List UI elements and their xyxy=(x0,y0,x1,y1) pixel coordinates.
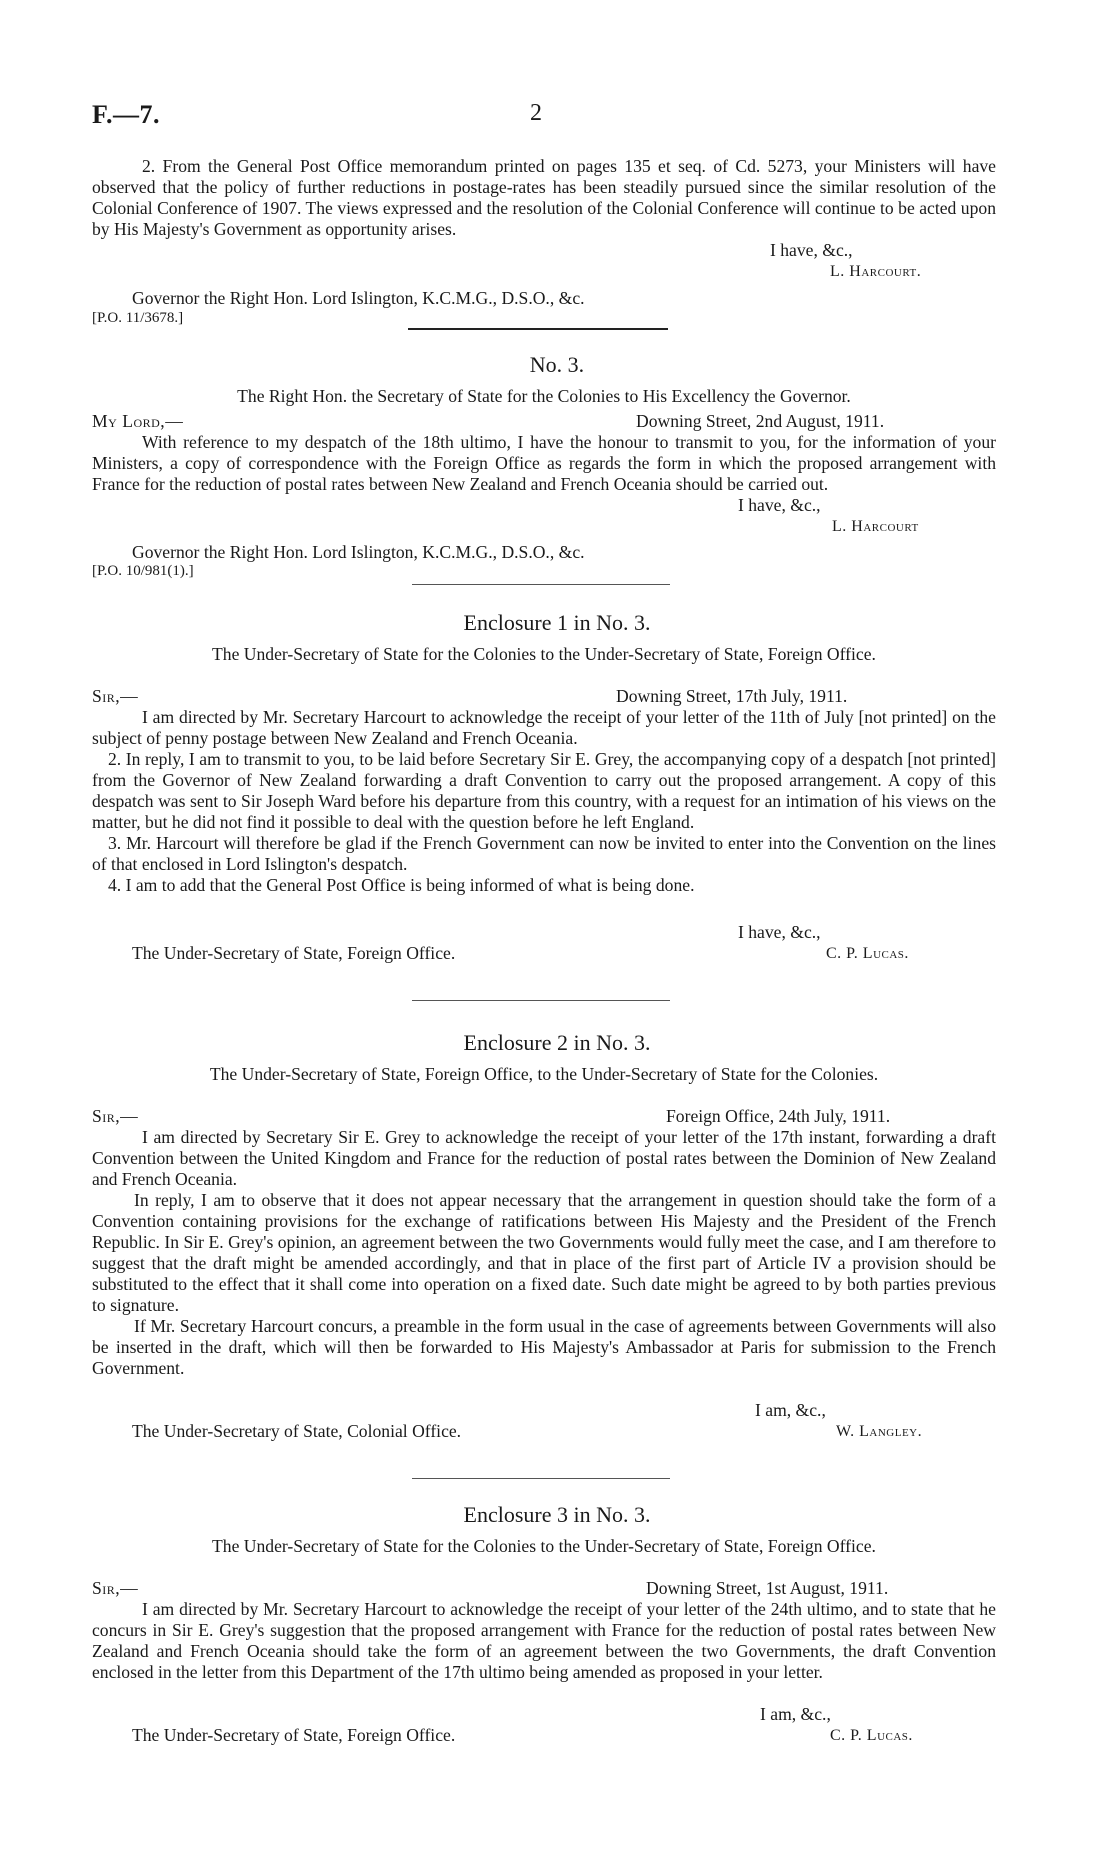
no3-paragraph xyxy=(92,432,996,495)
enc3-salutation: Sir,— xyxy=(92,1578,139,1598)
enc2-body xyxy=(92,1127,996,1379)
section-divider xyxy=(412,1478,670,1479)
no3-paragraph-text: With reference to my despatch of the 18th ultimo, I have the honour to transmit to you, for the information of your Ministers, a copy of correspondence with the Foreign Office as regards the form in which the proposed arrangement with France for the reduction of postal rates between New Zealand and French Oceania should be carried out. xyxy=(92,432,996,494)
enc1-place-date: Downing Street, 17th July, 1911. xyxy=(616,686,848,706)
enc1-signature: C. P. Lucas. xyxy=(826,945,909,962)
enc1-paragraph-4: 4. I am to add that the General Post Office is being informed of what is being done. xyxy=(108,875,695,895)
intro-paragraph-text: 2. From the General Post Office memorandum printed on pages 135 et seq. of Cd. 5273, your Ministers will have observed that the policy of further reductions in postage-rates has been steadily pursued since the similar resolution of the Colonial Conference of 1907. The views expressed and the resolution of the Colonial Conference will continue to be acted upon by His Majesty's Government as opportunity arises. xyxy=(92,156,996,239)
enc2-paragraph-3: If Mr. Secretary Harcourt concurs, a preamble in the form usual in the case of agreements between Governments will also be inserted in the draft, which will then be forwarded to His Majesty's Ambassador at Paris for submission to the French Government. xyxy=(92,1316,996,1378)
enc2-signature: W. Langley. xyxy=(836,1423,923,1440)
enc3-from-to-text: The Under-Secretary of State for the Colonies to the Under-Secretary of State, Foreign Office. xyxy=(212,1536,876,1556)
no3-signature: L. Harcourt xyxy=(832,518,919,535)
no3-title: No. 3. xyxy=(529,352,585,377)
enc3-closing: I am, &c., xyxy=(760,1704,831,1724)
intro-closing: I have, &c., xyxy=(770,240,853,260)
enc1-from-to-text: The Under-Secretary of State for the Colonies to the Under-Secretary of State, Foreign Office. xyxy=(212,644,876,664)
enc3-place-date: Downing Street, 1st August, 1911. xyxy=(646,1578,889,1598)
page-number: 2 xyxy=(530,100,542,126)
enc2-closing: I am, &c., xyxy=(755,1400,826,1420)
enc1-salutation: Sir,— xyxy=(92,686,139,706)
enc2-paragraph-1: I am directed by Secretary Sir E. Grey to acknowledge the receipt of your letter of the 17th instant, forwarding a draft Convention between the United Kingdom and France for the reduction of postal rates between the Dominion of New Zealand and French Oceania. xyxy=(92,1127,996,1189)
enc1-paragraph-2: 2. In reply, I am to transmit to you, to be laid before Secretary Sir E. Grey, the accompanying copy of a despatch [not printed] from the Governor of New Zealand forwarding a draft Convention to carry out the proposed arrangement. A copy of this despatch was sent to Sir Joseph Ward before his departure from this country, with a request for an intimation of his views on the matter, but he did not find it possible to deal with the question before he left England. xyxy=(92,749,996,832)
enc2-paragraph-2: In reply, I am to observe that it does not appear necessary that the arrangement in question should take the form of a Convention containing provisions for the exchange of ratifications between His Majesty and the President of the French Republic. In Sir E. Grey's opinion, an agreement between the two Governments would fully meet the case, and I am therefore to suggest that the draft might be amended accordingly, and that in place of the first part of Article IV a provision should be substituted to the effect that it shall come into operation on a fixed date. Such date might be agreed to by both parties previous to signature. xyxy=(92,1190,996,1315)
enc1-body xyxy=(92,707,996,896)
intro-paragraph xyxy=(92,156,996,240)
enc1-paragraph-1: I am directed by Mr. Secretary Harcourt to acknowledge the receipt of your letter of the 11th of July [not printed] on the subject of penny postage between New Zealand and French Oceania. xyxy=(92,707,996,748)
no3-salutation: My Lord,— xyxy=(92,411,184,431)
document-reference: F.—7. xyxy=(92,100,160,129)
enc1-addressee: The Under-Secretary of State, Foreign Office. xyxy=(132,943,456,963)
no3-place-date: Downing Street, 2nd August, 1911. xyxy=(636,411,885,431)
enc1-title: Enclosure 1 in No. 3. xyxy=(463,610,651,635)
enc1-from-to xyxy=(92,644,996,665)
intro-addressee: Governor the Right Hon. Lord Islington, K.C.M.G., D.S.O., &c. xyxy=(132,288,585,308)
intro-file-reference: [P.O. 11/3678.] xyxy=(92,310,184,326)
enc2-from-to-text: The Under-Secretary of State, Foreign Office, to the Under-Secretary of State for the Colonies. xyxy=(209,1064,879,1084)
enc3-title: Enclosure 3 in No. 3. xyxy=(463,1502,651,1527)
no3-from-to: The Right Hon. the Secretary of State for the Colonies to His Excellency the Governor. xyxy=(237,386,851,406)
enc1-closing: I have, &c., xyxy=(738,922,821,942)
enc2-from-to xyxy=(92,1064,996,1085)
enc2-place-date: Foreign Office, 24th July, 1911. xyxy=(666,1106,891,1126)
section-divider xyxy=(412,1000,670,1001)
enc3-signature: C. P. Lucas. xyxy=(830,1727,913,1744)
no3-closing: I have, &c., xyxy=(738,495,821,515)
section-divider xyxy=(412,584,670,585)
enc2-salutation: Sir,— xyxy=(92,1106,139,1126)
enc2-addressee: The Under-Secretary of State, Colonial Office. xyxy=(132,1421,462,1441)
no3-addressee: Governor the Right Hon. Lord Islington, K.C.M.G., D.S.O., &c. xyxy=(132,542,585,562)
no3-file-reference: [P.O. 10/981(1).] xyxy=(92,563,194,579)
enc3-addressee: The Under-Secretary of State, Foreign Office. xyxy=(132,1725,456,1745)
section-divider xyxy=(408,328,668,330)
enc3-body xyxy=(92,1599,996,1683)
enc1-paragraph-3: 3. Mr. Harcourt will therefore be glad if the French Government can now be invited to enter into the Convention on the lines of that enclosed in Lord Islington's despatch. xyxy=(92,833,996,874)
enc2-title: Enclosure 2 in No. 3. xyxy=(463,1030,651,1055)
enc3-from-to xyxy=(92,1536,996,1557)
intro-signature: L. Harcourt. xyxy=(830,263,922,280)
enc3-paragraph-1: I am directed by Mr. Secretary Harcourt to acknowledge the receipt of your letter of the 24th ultimo, and to state that he concurs in Sir E. Grey's suggestion that the proposed arrangement with France for the reduction of postal rates between New Zealand and French Oceania should take the form of an agreement between the two Governments, the draft Convention enclosed in the letter from this Department of the 17th ultimo being amended as proposed in your letter. xyxy=(92,1599,996,1682)
